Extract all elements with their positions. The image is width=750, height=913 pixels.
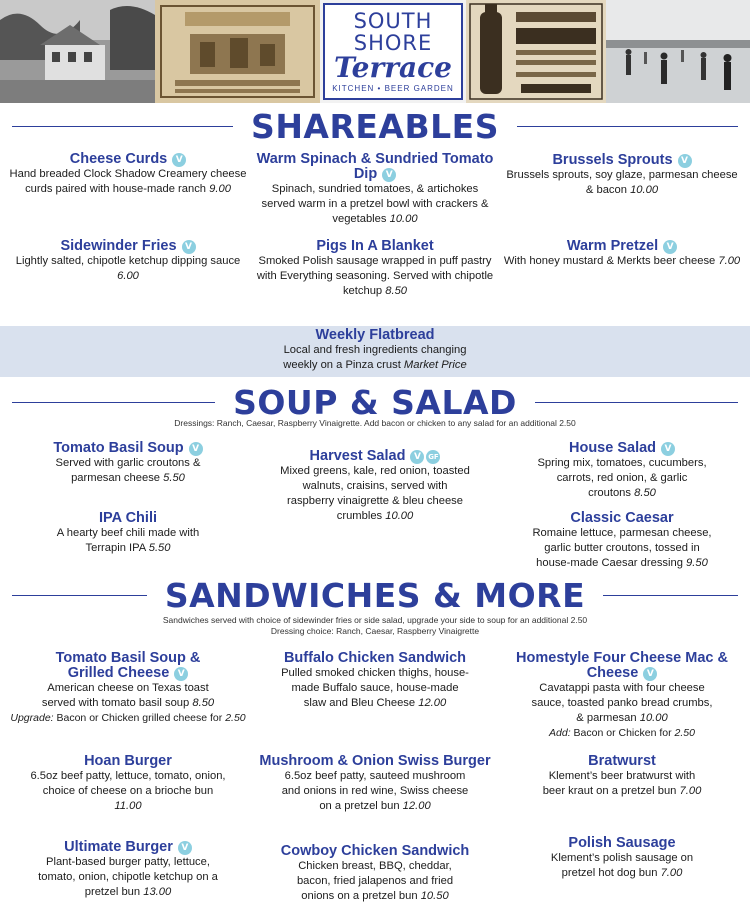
item-price: 7.00 bbox=[679, 785, 702, 797]
item-description: Hand breaded Clock Shadow Creamery cheese curds paired with house-made ranch bbox=[9, 168, 247, 195]
item-price: 10.00 bbox=[639, 712, 668, 724]
item-description: Smoked Polish sausage wrapped in puff pastry with Everything seasoning. Served with chipotle ketchup bbox=[256, 255, 494, 297]
item-description: Pulled smoked chicken thighs, house-made Buffalo sauce, house-made slaw and Bleu Cheese bbox=[281, 667, 469, 709]
add-on-text: Bacon or Chicken for bbox=[573, 727, 672, 739]
vegetarian-badge-icon: V bbox=[189, 442, 203, 456]
gluten-free-badge-icon: GF bbox=[426, 450, 440, 464]
item-description: Mixed greens, kale, red onion, toasted walnuts, craisins, served with raspberry vinaigrette & bleu cheese crumbles bbox=[280, 465, 470, 522]
item-name: Classic Caesar bbox=[570, 510, 674, 526]
menu-item-harvest-salad bbox=[255, 449, 495, 524]
weekly-flatbread-band bbox=[0, 326, 750, 377]
item-name: Tomato Basil Soup bbox=[53, 440, 184, 456]
upgrade-label: Upgrade: bbox=[10, 712, 54, 724]
item-name: IPA Chili bbox=[99, 510, 157, 526]
menu-item-polish-sausage bbox=[502, 836, 742, 881]
item-name: Hoan Burger bbox=[84, 753, 172, 769]
vegetarian-badge-icon: V bbox=[178, 841, 192, 855]
item-price: 6.00 bbox=[117, 270, 139, 282]
item-description: Served with garlic croutons & parmesan cheese bbox=[55, 457, 201, 484]
item-description: 6.5oz beef patty, sauteed mushroom and onions in red wine, Swiss cheese on a pretzel bun bbox=[281, 770, 469, 812]
item-name: Mushroom & Onion Swiss Burger bbox=[259, 753, 491, 769]
logo-text-south: SOUTH bbox=[353, 9, 433, 33]
add-on-price: 2.50 bbox=[674, 727, 695, 739]
menu-item-warm-pretzel bbox=[502, 239, 742, 269]
heading-rule-left bbox=[12, 595, 147, 596]
item-price: 13.00 bbox=[143, 886, 172, 898]
menu-item-tomato-basil-soup bbox=[8, 441, 248, 486]
item-name: Cheese Curds bbox=[69, 151, 168, 167]
item-name: Polish Sausage bbox=[568, 835, 676, 851]
item-name: House Salad bbox=[568, 440, 657, 456]
menu-item-tomato-soup-grilled-cheese bbox=[8, 651, 248, 725]
menu-item-cowboy-chicken-sandwich bbox=[255, 844, 495, 904]
item-price: 9.00 bbox=[209, 183, 231, 195]
ice-skating-photo bbox=[606, 0, 750, 103]
menu-item-buffalo-chicken-sandwich bbox=[255, 651, 495, 711]
item-price: 10.00 bbox=[385, 510, 414, 522]
menu-item-house-salad bbox=[502, 441, 742, 501]
item-name: Pigs In A Blanket bbox=[316, 238, 434, 254]
vegetarian-badge-icon: V bbox=[663, 240, 677, 254]
menu-item-bratwurst bbox=[502, 754, 742, 799]
add-on-label: Add: bbox=[549, 727, 571, 739]
item-description: Spinach, sundried tomatoes, & artichokes served warm in a pretzel bowl with crackers & vegetables bbox=[261, 183, 489, 225]
shareables-title: SHAREABLES bbox=[251, 106, 499, 146]
item-name: Sidewinder Fries bbox=[60, 238, 177, 254]
soup-salad-title: SOUP & SALAD bbox=[233, 382, 517, 422]
item-price: Market Price bbox=[403, 359, 467, 371]
upgrade-text: Bacon or Chicken grilled cheese for bbox=[56, 712, 223, 724]
item-price: 12.00 bbox=[402, 800, 431, 812]
item-description: Lightly salted, chipotle ketchup dipping sauce bbox=[15, 255, 241, 267]
menu-item-hoan-burger bbox=[8, 754, 248, 814]
item-name: Bratwurst bbox=[588, 753, 656, 769]
item-description: Chicken breast, BBQ, cheddar, bacon, fried jalapenos and fried onions on a pretzel bun bbox=[296, 860, 454, 902]
item-description: With honey mustard & Merkts beer cheese bbox=[503, 255, 716, 267]
sides-note: Sandwiches served with choice of sidewinder fries or side salad, upgrade your side to soup for an additional 2.50 bbox=[162, 615, 588, 625]
sandwiches-heading bbox=[0, 575, 750, 615]
item-price: 10.50 bbox=[420, 890, 449, 902]
soup-salad-heading bbox=[0, 382, 750, 422]
item-price: 8.50 bbox=[192, 697, 215, 709]
heading-rule-right bbox=[603, 595, 738, 596]
vegetarian-badge-icon: V bbox=[410, 450, 424, 464]
south-shore-terrace-logo bbox=[323, 3, 463, 100]
item-price: 8.50 bbox=[634, 487, 656, 499]
item-description: American cheese on Texas toast served with tomato basil soup bbox=[41, 682, 209, 709]
menu-item-mushroom-swiss-burger bbox=[255, 754, 495, 814]
vegetarian-badge-icon: V bbox=[174, 667, 188, 681]
vegetarian-badge-icon: V bbox=[678, 154, 692, 168]
item-price: 10.00 bbox=[389, 213, 418, 225]
menu-item-brussels-sprouts bbox=[502, 153, 742, 198]
item-name: Harvest Salad bbox=[309, 448, 406, 464]
item-description: Spring mix, tomatoes, cucumbers, carrots, red onion, & garlic croutons bbox=[537, 457, 707, 499]
item-description: Cavatappi pasta with four cheese sauce, toasted panko bread crumbs, & parmesan bbox=[531, 682, 713, 724]
logo-tagline: KITCHEN • BEER GARDEN bbox=[332, 84, 454, 93]
item-description: A hearty beef chili made with Terrapin IPA bbox=[56, 527, 200, 554]
menu-item-ultimate-burger bbox=[8, 840, 248, 900]
menu-item-classic-caesar bbox=[502, 511, 742, 571]
item-description: Brussels sprouts, soy glaze, parmesan cheese & bacon bbox=[506, 169, 738, 196]
vegetarian-badge-icon: V bbox=[661, 442, 675, 456]
item-name: Weekly Flatbread bbox=[315, 327, 435, 343]
item-name: Tomato Basil Soup & Grilled Cheese bbox=[55, 650, 201, 681]
item-price: 8.50 bbox=[385, 285, 408, 297]
item-price: 7.00 bbox=[660, 867, 683, 879]
item-price: 5.50 bbox=[163, 472, 185, 484]
item-name: Warm Pretzel bbox=[566, 238, 659, 254]
vegetarian-badge-icon: V bbox=[382, 168, 396, 182]
vegetarian-badge-icon: V bbox=[182, 240, 196, 254]
logo-text-shore: SHORE bbox=[353, 31, 433, 55]
item-price: 11.00 bbox=[114, 800, 142, 812]
item-price: 10.00 bbox=[630, 184, 659, 196]
item-name: Homestyle Four Cheese Mac & Cheese bbox=[516, 650, 728, 681]
vintage-beer-ad-image bbox=[466, 0, 606, 103]
menu-item-sidewinder-fries bbox=[8, 239, 248, 284]
item-name: Warm Spinach & Sundried Tomato Dip bbox=[256, 151, 494, 182]
item-price: 7.00 bbox=[718, 255, 741, 267]
item-description: Klement’s beer bratwurst with beer kraut on a pretzel bun bbox=[542, 770, 696, 797]
brewery-label-image bbox=[155, 0, 320, 103]
menu-item-ipa-chili bbox=[8, 511, 248, 556]
vegetarian-badge-icon: V bbox=[172, 153, 186, 167]
heading-rule-left bbox=[12, 402, 215, 403]
item-description: Romaine lettuce, parmesan cheese, garlic butter croutons, tossed in house-made Caesar dressing bbox=[532, 527, 712, 569]
item-price: 5.50 bbox=[148, 542, 171, 554]
sandwiches-title: SANDWICHES & MORE bbox=[164, 575, 586, 615]
dressings-note: Dressings: Ranch, Caesar, Raspberry Vinaigrette. Add bacon or chicken to any salad for an additional 2.50 bbox=[174, 418, 576, 428]
heading-rule-right bbox=[517, 126, 738, 127]
shareables-heading bbox=[0, 106, 750, 146]
item-name: Brussels Sprouts bbox=[552, 152, 673, 168]
upgrade-price: 2.50 bbox=[225, 712, 246, 724]
menu-item-four-cheese-mac bbox=[502, 651, 742, 740]
menu-item-pigs-in-a-blanket bbox=[255, 239, 495, 299]
menu-item-warm-spinach-dip bbox=[255, 152, 495, 227]
item-description: 6.5oz beef patty, lettuce, tomato, onion, choice of cheese on a brioche bun bbox=[30, 770, 226, 797]
item-price: 9.50 bbox=[686, 557, 708, 569]
dressing-choice-note: Dressing choice: Ranch, Caesar, Raspberry Vinaigrette bbox=[270, 626, 480, 636]
menu-item-cheese-curds bbox=[8, 152, 248, 197]
item-price: 12.00 bbox=[418, 697, 447, 709]
historic-house-photo bbox=[0, 0, 155, 103]
vegetarian-badge-icon: V bbox=[643, 667, 657, 681]
item-description: Klement’s polish sausage on pretzel hot dog bun bbox=[550, 852, 694, 879]
item-name: Buffalo Chicken Sandwich bbox=[283, 650, 467, 666]
item-name: Cowboy Chicken Sandwich bbox=[280, 843, 470, 859]
item-name: Ultimate Burger bbox=[64, 839, 173, 855]
heading-rule-right bbox=[535, 402, 738, 403]
item-description: Local and fresh ingredients changing weekly on a Pinza crust bbox=[283, 344, 467, 371]
logo-text-terrace: Terrace bbox=[334, 51, 452, 84]
header-photo-strip bbox=[0, 0, 750, 103]
heading-rule-left bbox=[12, 126, 233, 127]
item-description: Plant-based burger patty, lettuce, tomato, onion, chipotle ketchup on a pretzel bun bbox=[38, 856, 218, 898]
